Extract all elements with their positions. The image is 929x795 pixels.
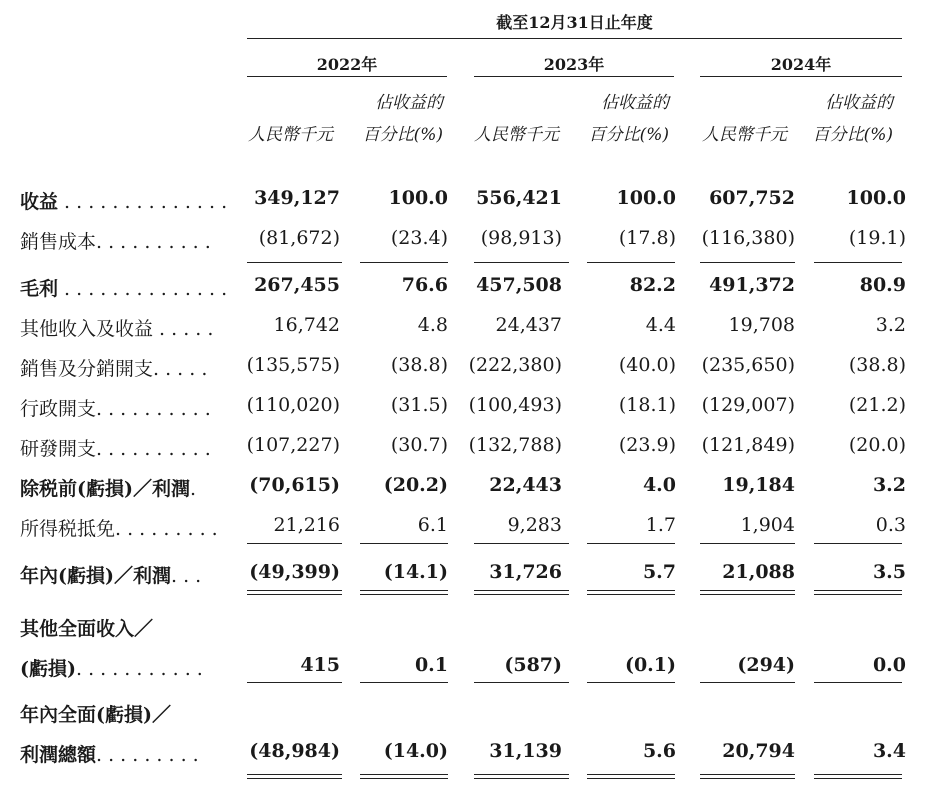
cell-2023-amount: (587) [504, 654, 562, 676]
cell-2022-amount: (81,672) [258, 227, 340, 249]
row-label [20, 227, 211, 254]
cell-2024-amount: 607,752 [709, 187, 795, 209]
cell-2024-amount: (121,849) [701, 434, 795, 456]
row-dot-leader: . [189, 478, 197, 500]
cell-2023-amount: 9,283 [507, 514, 562, 536]
cell-2024-pct: (38.8) [848, 354, 906, 376]
year-header-2024: 2024年 [770, 55, 832, 74]
cell-2024-amount: 20,794 [722, 740, 795, 762]
row-label-text: 其他收入及收益 [20, 318, 154, 340]
cell-2024-amount: (235,650) [701, 354, 795, 376]
row-label-text: 除税前(虧損)／利潤 [20, 478, 190, 500]
cell-2022-amount: (107,227) [246, 434, 340, 456]
cell-2023-pct: 5.6 [642, 740, 676, 762]
unit-amount-2023: 人民幣千元 [474, 125, 559, 145]
period-rule [247, 38, 902, 39]
row-dot-leader: . . . . . [153, 318, 214, 340]
rule-above-year-result-2024-pct [814, 543, 902, 544]
cell-2022-amount: (48,984) [249, 740, 340, 762]
row-label-text: 所得税抵免 [20, 518, 116, 540]
cell-2024-amount: (294) [737, 654, 795, 676]
unit-pct-2024-line1: 佔收益的 [825, 93, 893, 113]
cell-2022-amount: (110,020) [246, 394, 340, 416]
row-label [20, 434, 211, 461]
cell-2022-pct: 0.1 [414, 654, 448, 676]
rule-below-oci-2022 [247, 682, 342, 683]
year-header-2022: 2022年 [316, 55, 378, 74]
unit-pct-2024-line2: 百分比(%) [812, 125, 893, 145]
cell-2022-pct: (23.4) [390, 227, 448, 249]
double-rule-year-result-2023-pct [587, 590, 675, 595]
cell-2022-amount: 16,742 [273, 314, 340, 336]
cell-2024-pct: (21.2) [848, 394, 906, 416]
cell-2023-amount: 24,437 [495, 314, 562, 336]
row-label [20, 561, 201, 588]
rule-below-oci-2024-pct [814, 682, 902, 683]
row-label [20, 314, 213, 341]
cell-2023-pct: 100.0 [616, 187, 676, 209]
cell-2023-amount: (222,380) [468, 354, 562, 376]
cell-2022-pct: (30.7) [390, 434, 448, 456]
cell-2023-amount: 556,421 [476, 187, 562, 209]
year-rule-2022 [247, 76, 447, 77]
row-label [20, 614, 153, 641]
row-label [20, 394, 211, 421]
unit-amount-2022: 人民幣千元 [248, 125, 333, 145]
year-rule-2023 [474, 76, 674, 77]
rule-below-oci-2023-pct [587, 682, 675, 683]
cell-2023-pct: (40.0) [618, 354, 676, 376]
cell-2024-amount: 21,088 [722, 561, 795, 583]
double-rule-year-result-2023 [474, 590, 569, 595]
double-rule-year-result-2022 [247, 590, 342, 595]
rule-below-oci-2024 [700, 682, 795, 683]
cell-2022-pct: (31.5) [390, 394, 448, 416]
unit-amount-2024: 人民幣千元 [702, 125, 787, 145]
cell-2023-pct: 82.2 [629, 274, 676, 296]
rule-above-year-result-2024 [700, 543, 795, 544]
rule-above-gross-profit-2024-pct [814, 262, 902, 263]
row-dot-leader: . . . . . . . . . [96, 744, 199, 766]
row-label-text: 其他全面收入／ [20, 618, 154, 640]
cell-2023-pct: (0.1) [624, 654, 676, 676]
row-dot-leader: . . . . . [153, 358, 208, 380]
unit-pct-2022-line2: 百分比(%) [362, 125, 443, 145]
row-label-text: 銷售及分銷開支 [20, 358, 154, 380]
cell-2023-pct: (18.1) [618, 394, 676, 416]
cell-2022-amount: (49,399) [249, 561, 340, 583]
cell-2024-pct: 3.2 [875, 314, 906, 336]
row-dot-leader: . . . [170, 565, 202, 587]
cell-2023-amount: 31,726 [489, 561, 562, 583]
rule-above-gross-profit-2024 [700, 262, 795, 263]
row-dot-leader: . . . . . . . . . . [96, 398, 211, 420]
cell-2024-amount: (129,007) [701, 394, 795, 416]
row-label-text: 毛利 [20, 278, 59, 300]
rule-above-year-result-2022 [247, 543, 342, 544]
cell-2024-amount: 19,184 [722, 474, 795, 496]
cell-2022-amount: 415 [300, 654, 340, 676]
rule-above-gross-profit-2022 [247, 262, 342, 263]
cell-2024-amount: (116,380) [701, 227, 795, 249]
row-label [20, 354, 207, 381]
row-label-text: 收益 [20, 191, 59, 213]
row-dot-leader: . . . . . . . . . . . . . . [58, 191, 228, 213]
row-label-text: 利潤總額 [20, 744, 97, 766]
double-rule-total-2023-pct [587, 774, 675, 779]
cell-2022-pct: 100.0 [388, 187, 448, 209]
cell-2023-amount: 457,508 [476, 274, 562, 296]
cell-2022-pct: (20.2) [383, 474, 448, 496]
cell-2022-pct: (14.1) [383, 561, 448, 583]
rule-above-gross-profit-2022-pct [360, 262, 448, 263]
cell-2023-pct: 4.0 [642, 474, 676, 496]
row-label-text: 年內(虧損)／利潤 [20, 565, 171, 587]
cell-2024-pct: 100.0 [846, 187, 906, 209]
double-rule-total-2022-pct [360, 774, 448, 779]
row-dot-leader: . . . . . . . . . . [96, 438, 211, 460]
cell-2022-amount: 21,216 [273, 514, 340, 536]
cell-2024-pct: 3.5 [872, 561, 906, 583]
cell-2022-pct: 4.8 [417, 314, 448, 336]
row-label-text: 行政開支 [20, 398, 97, 420]
cell-2023-pct: 1.7 [645, 514, 676, 536]
cell-2024-amount: 19,708 [728, 314, 795, 336]
cell-2022-pct: (14.0) [383, 740, 448, 762]
rule-above-gross-profit-2023 [474, 262, 569, 263]
cell-2023-pct: 4.4 [645, 314, 676, 336]
row-dot-leader: . . . . . . . . . . . [75, 658, 203, 680]
unit-pct-2022-line1: 佔收益的 [375, 93, 443, 113]
double-rule-year-result-2024 [700, 590, 795, 595]
double-rule-total-2023 [474, 774, 569, 779]
row-dot-leader: . . . . . . . . . [115, 518, 218, 540]
cell-2023-amount: (98,913) [480, 227, 562, 249]
row-dot-leader: . . . . . . . . . . . . . . [58, 278, 228, 300]
rule-above-year-result-2023 [474, 543, 569, 544]
cell-2022-pct: 76.6 [401, 274, 448, 296]
cell-2023-amount: 31,139 [489, 740, 562, 762]
cell-2024-pct: (20.0) [848, 434, 906, 456]
double-rule-total-2024-pct [814, 774, 902, 779]
cell-2024-amount: 491,372 [709, 274, 795, 296]
row-label [20, 740, 199, 767]
cell-2023-amount: (132,788) [468, 434, 562, 456]
cell-2022-pct: (38.8) [390, 354, 448, 376]
cell-2022-amount: 267,455 [254, 274, 340, 296]
row-label [20, 474, 196, 501]
rule-above-year-result-2022-pct [360, 543, 448, 544]
cell-2022-amount: (70,615) [249, 474, 340, 496]
row-dot-leader: . . . . . . . . . . [96, 231, 211, 253]
double-rule-year-result-2022-pct [360, 590, 448, 595]
row-label [20, 514, 218, 541]
cell-2023-pct: (23.9) [618, 434, 676, 456]
row-label [20, 654, 203, 681]
row-label-text: 銷售成本 [20, 231, 97, 253]
unit-pct-2023-line1: 佔收益的 [601, 93, 669, 113]
cell-2022-pct: 6.1 [417, 514, 448, 536]
cell-2023-amount: (100,493) [468, 394, 562, 416]
cell-2022-amount: 349,127 [254, 187, 340, 209]
cell-2024-pct: 0.0 [872, 654, 906, 676]
row-label [20, 187, 227, 214]
rule-above-year-result-2023-pct [587, 543, 675, 544]
cell-2022-amount: (135,575) [246, 354, 340, 376]
year-header-2023: 2023年 [543, 55, 605, 74]
cell-2023-pct: (17.8) [618, 227, 676, 249]
cell-2023-pct: 5.7 [642, 561, 676, 583]
rule-below-oci-2023 [474, 682, 569, 683]
cell-2024-pct: 80.9 [859, 274, 906, 296]
double-rule-total-2022 [247, 774, 342, 779]
rule-below-oci-2022-pct [360, 682, 448, 683]
cell-2024-pct: 0.3 [875, 514, 906, 536]
row-label [20, 700, 171, 727]
cell-2024-pct: (19.1) [848, 227, 906, 249]
row-label-text: 研發開支 [20, 438, 97, 460]
row-label-text: (虧損) [20, 658, 76, 680]
row-label-text: 年內全面(虧損)／ [20, 704, 171, 726]
cell-2024-pct: 3.2 [872, 474, 906, 496]
cell-2023-amount: 22,443 [489, 474, 562, 496]
cell-2024-amount: 1,904 [740, 514, 795, 536]
cell-2024-pct: 3.4 [872, 740, 906, 762]
rule-above-gross-profit-2023-pct [587, 262, 675, 263]
row-label [20, 274, 227, 301]
double-rule-year-result-2024-pct [814, 590, 902, 595]
year-rule-2024 [700, 76, 902, 77]
unit-pct-2023-line2: 百分比(%) [588, 125, 669, 145]
period-header: 截至12月31日止年度 [496, 13, 653, 32]
double-rule-total-2024 [700, 774, 795, 779]
